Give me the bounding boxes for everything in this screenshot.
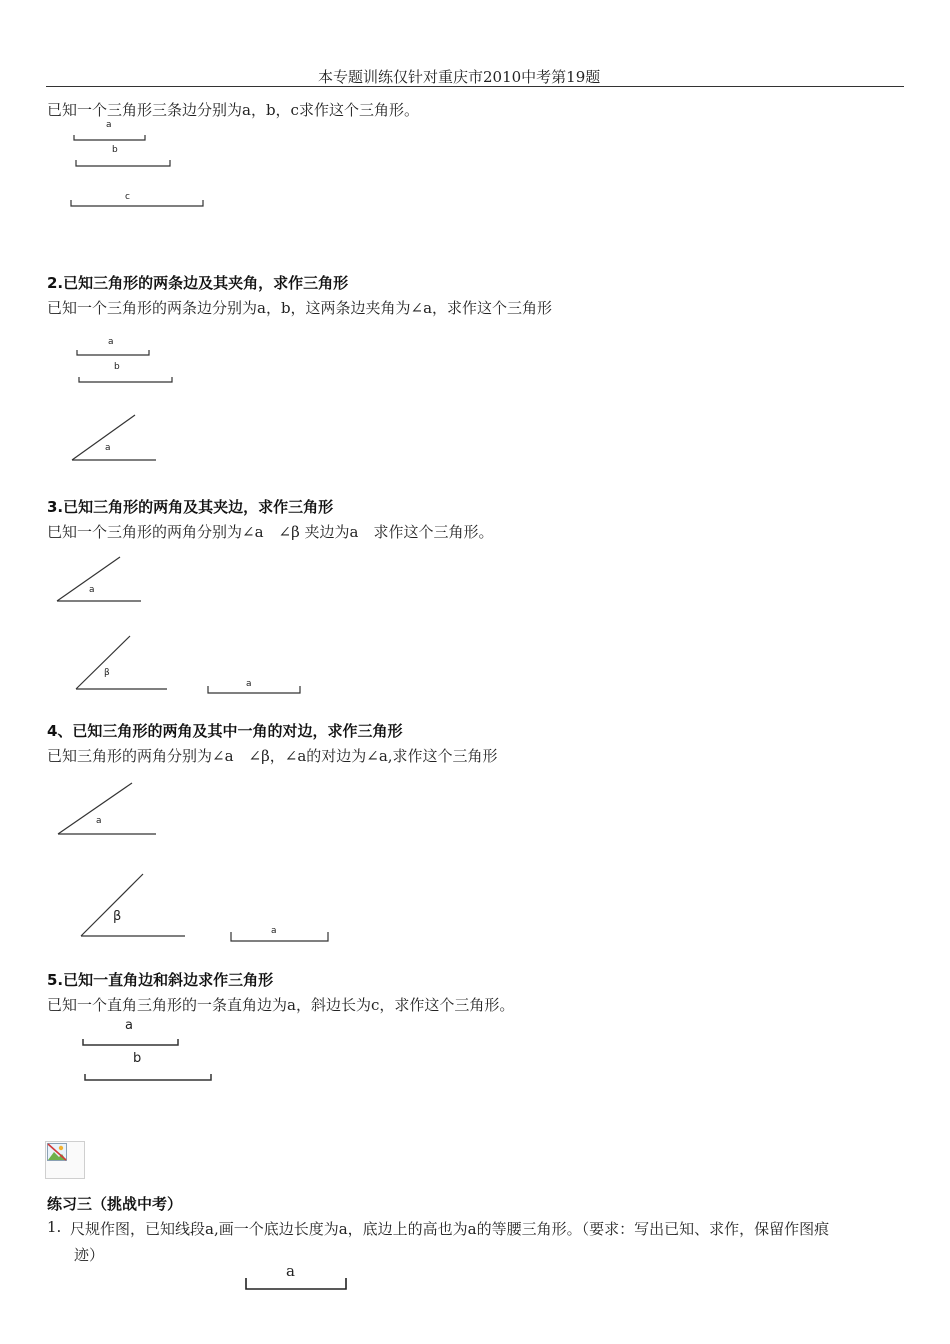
section1-segments-figure xyxy=(68,120,208,210)
section5-segments-figure xyxy=(80,1037,220,1087)
broken-image-icon xyxy=(47,1143,69,1163)
section4-angle-b-figure xyxy=(79,871,189,939)
section3-seg-a-label: a xyxy=(246,679,252,689)
section1-seg-c-label: c xyxy=(125,192,130,202)
practice3-heading: 练习三（挑战中考） xyxy=(47,1195,183,1213)
section3-angle-b-label: β xyxy=(104,668,110,678)
practice3-segment-figure xyxy=(243,1276,353,1294)
section4-heading: 4、已知三角形的两角及其中一角的对边，求作三角形 xyxy=(47,722,403,740)
section3-angle-a-label: a xyxy=(89,585,95,595)
section2-segments-figure xyxy=(72,345,182,385)
section3-angle-b-figure xyxy=(74,633,174,693)
section5-text: 已知一个直角三角形的一条直角边为a，斜边长为c，求作这个三角形。 xyxy=(47,996,515,1014)
section4-seg-a-label: a xyxy=(271,926,277,936)
section5-heading: 5.已知一直角边和斜边求作三角形 xyxy=(47,971,274,989)
section4-text: 已知三角形的两角分别为∠a ∠β，∠a的对边为∠a,求作这个三角形 xyxy=(47,747,498,765)
section4-angle-a-figure xyxy=(56,780,161,838)
section2-seg-a-label: a xyxy=(108,337,114,347)
section5-seg-b-label: b xyxy=(133,1051,142,1066)
page-header-title: 本专题训练仅针对重庆市2010中考第19题 xyxy=(318,68,601,86)
section4-angle-b-label: β xyxy=(113,909,122,924)
section2-seg-b-label: b xyxy=(114,362,120,372)
practice3-item-line2: 迹） xyxy=(74,1246,105,1264)
section2-text: 已知一个三角形的两条边分别为a，b，这两条边夹角为∠a，求作这个三角形 xyxy=(47,299,553,317)
section3-heading: 3.已知三角形的两角及其夹边，求作三角形 xyxy=(47,498,334,516)
section1-seg-b-label: b xyxy=(112,145,118,155)
section4-segment-figure xyxy=(228,929,332,945)
practice3-seg-a-label: a xyxy=(286,1262,295,1280)
section3-angle-a-figure xyxy=(55,555,150,605)
header-rule xyxy=(46,86,904,87)
practice3-item-line1: 尺规作图，已知线段a,画一个底边长度为a，底边上的高也为a的等腰三角形。（要求：写出已知、求作，保留作图痕 xyxy=(70,1220,830,1238)
section2-heading: 2.已知三角形的两条边及其夹角，求作三角形 xyxy=(47,274,349,292)
section4-angle-a-label: a xyxy=(96,816,102,826)
section3-text: 巳知一个三角形的两角分别为∠a ∠β 夹边为a 求作这个三角形。 xyxy=(47,523,494,541)
practice3-item-number: 1. xyxy=(47,1218,62,1236)
section1-text: 已知一个三角形三条边分别为a，b，c求作这个三角形。 xyxy=(47,101,419,119)
section2-angle-figure xyxy=(70,413,165,463)
broken-image-placeholder xyxy=(45,1141,85,1179)
section5-seg-a-label: a xyxy=(125,1018,133,1033)
section2-angle-a-label: a xyxy=(105,443,111,453)
section3-segment-figure xyxy=(205,683,305,697)
section1-seg-a-label: a xyxy=(106,120,112,130)
